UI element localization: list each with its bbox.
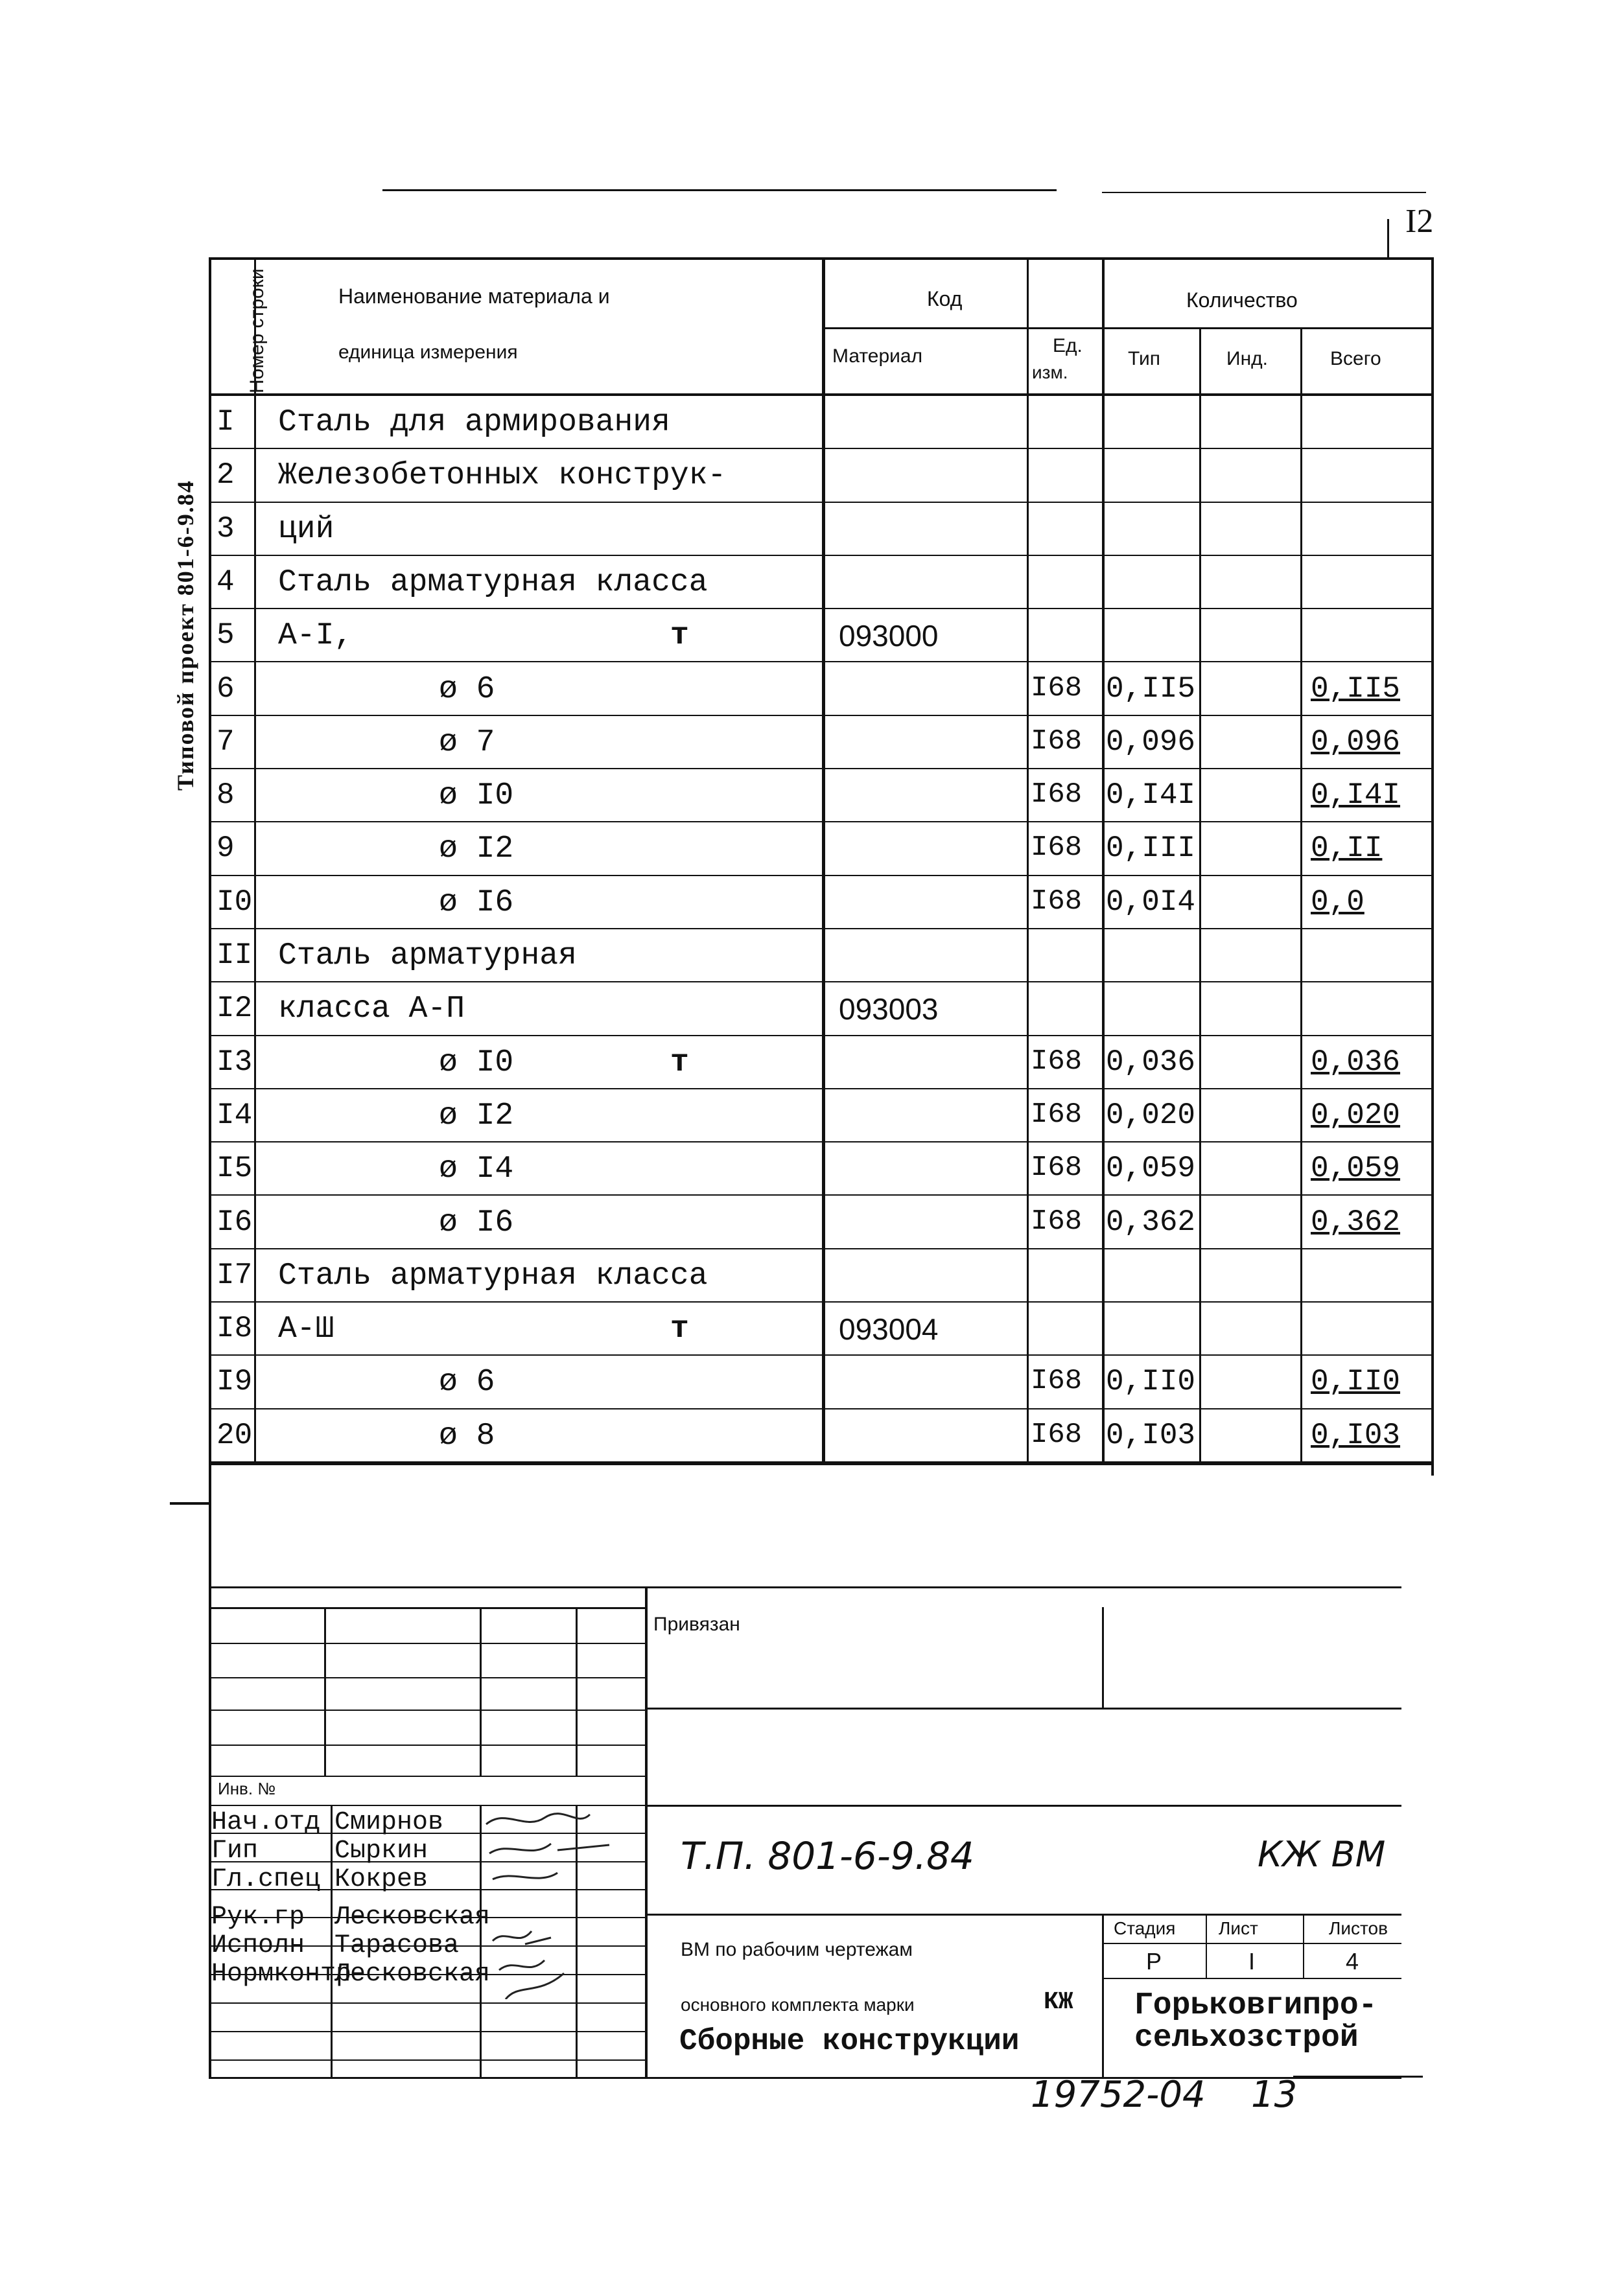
row-unit: I68 — [1031, 778, 1083, 811]
header-unit-line1: Ед. — [1053, 335, 1083, 356]
row-number: I7 — [217, 1258, 253, 1292]
header-quantity: Количество — [1186, 288, 1298, 312]
row-type: 0,036 — [1106, 1045, 1196, 1079]
staff-role: Нормконтр — [211, 1960, 352, 1989]
row-unit-t: т — [670, 618, 689, 654]
row-name: Железобетонных конструк- — [278, 458, 727, 494]
staff-role: Нач.отд — [211, 1808, 321, 1837]
row-number: I4 — [217, 1098, 253, 1132]
org-line1: Горьковгипро- — [1134, 1988, 1377, 2023]
table-row — [209, 769, 1434, 822]
row-number: I0 — [217, 885, 253, 919]
row-name: А-Ш — [278, 1312, 334, 1347]
row-total: 0,362 — [1311, 1205, 1401, 1239]
row-number: I9 — [217, 1365, 253, 1399]
title-line2: основного комплекта марки — [681, 1995, 915, 2015]
sheet-label: Лист — [1219, 1918, 1258, 1938]
row-total: 0,0 — [1311, 885, 1364, 919]
project-code: Т.П. 801-6-9.84 — [681, 1834, 974, 1878]
staff-role: Гип — [211, 1837, 259, 1866]
table-row — [209, 449, 1434, 502]
linked-label: Привязан — [653, 1614, 740, 1635]
row-number: 7 — [217, 725, 235, 759]
row-number: 6 — [217, 671, 235, 706]
row-name: Сталь арматурная класса — [278, 1258, 708, 1293]
stage-label: Стадия — [1114, 1918, 1176, 1938]
row-number: 8 — [217, 778, 235, 813]
row-material: 093000 — [839, 619, 939, 653]
row-name: ø I2 — [439, 1098, 514, 1133]
row-unit: I68 — [1031, 1205, 1083, 1238]
row-unit: I68 — [1031, 1098, 1083, 1131]
table-row — [209, 1196, 1434, 1249]
row-unit: I68 — [1031, 1418, 1083, 1451]
archive-number: 19752-04 — [1031, 2074, 1206, 2116]
row-unit: I68 — [1031, 725, 1083, 758]
row-name: ø 7 — [439, 725, 495, 760]
row-number: 4 — [217, 564, 235, 599]
spec-table — [209, 257, 1434, 1463]
table-row — [209, 822, 1434, 875]
sheet-value: I — [1248, 1948, 1256, 1975]
header-name-line2: единица измерения — [338, 342, 518, 363]
org-line2: сельхозстрой — [1134, 2021, 1359, 2056]
row-type: 0,II0 — [1106, 1365, 1196, 1399]
staff-name: Лесковская — [334, 1960, 491, 1989]
row-total: 0,059 — [1311, 1152, 1401, 1186]
table-row — [209, 1249, 1434, 1303]
staff-role: Исполн — [211, 1931, 305, 1960]
row-number: I3 — [217, 1045, 253, 1079]
row-unit: I68 — [1031, 885, 1083, 918]
row-type: 0,362 — [1106, 1205, 1196, 1239]
row-total: 0,I4I — [1311, 778, 1401, 813]
header-material: Материал — [832, 345, 923, 367]
row-unit-t: т — [670, 1045, 689, 1080]
table-row — [209, 503, 1434, 556]
table-row — [209, 663, 1434, 716]
row-material: 093004 — [839, 1312, 939, 1347]
row-name: ø I4 — [439, 1152, 514, 1187]
title-line1: ВМ по рабочим чертежам — [681, 1939, 913, 1960]
staff-role: Гл.спец — [211, 1865, 321, 1894]
row-number: I — [217, 405, 235, 439]
row-total: 0,I03 — [1311, 1418, 1401, 1452]
row-number: I6 — [217, 1205, 253, 1239]
staff-name: Лесковская — [334, 1903, 491, 1932]
row-unit: I68 — [1031, 671, 1083, 704]
archive-page: 13 — [1251, 2074, 1298, 2116]
row-total: 0,II — [1311, 831, 1383, 866]
row-name: ø I6 — [439, 1205, 514, 1240]
signatures-image — [480, 1805, 629, 1999]
row-unit-t: т — [670, 1312, 689, 1347]
row-total: 0,020 — [1311, 1098, 1401, 1132]
stage-value: Р — [1146, 1948, 1162, 1975]
table-row — [209, 556, 1434, 609]
table-row — [209, 1089, 1434, 1142]
title-mark: КЖ — [1044, 1988, 1073, 2016]
row-number: 3 — [217, 511, 235, 546]
table-row — [209, 396, 1434, 449]
title-line3: Сборные конструкции — [679, 2024, 1020, 2058]
table-row — [209, 1142, 1434, 1196]
row-name: ø 6 — [439, 1365, 495, 1400]
table-row — [209, 1303, 1434, 1356]
row-number: II — [217, 938, 253, 972]
row-type: 0,020 — [1106, 1098, 1196, 1132]
row-total: 0,II0 — [1311, 1365, 1401, 1399]
header-unit-line2: изм. — [1032, 362, 1068, 382]
header-total: Всего — [1330, 348, 1381, 369]
row-number: I8 — [217, 1312, 253, 1346]
table-row — [209, 1356, 1434, 1409]
side-stamp: Типовой проект 801-6-9.84 — [172, 480, 198, 791]
header-row-number: Номер строки — [246, 268, 268, 393]
row-type: 0,096 — [1106, 725, 1196, 759]
row-name: Сталь для армирования — [278, 405, 670, 440]
row-name: Сталь арматурная — [278, 938, 577, 973]
row-name: ø 8 — [439, 1418, 495, 1454]
staff-name: Тарасова — [334, 1931, 460, 1960]
table-row — [209, 716, 1434, 769]
row-name: ø 6 — [439, 671, 495, 707]
row-name: ø I0 — [439, 778, 514, 814]
sheets-value: 4 — [1346, 1948, 1359, 1975]
row-name: ø I2 — [439, 831, 514, 867]
row-unit: I68 — [1031, 1365, 1083, 1398]
row-name: ø I6 — [439, 885, 514, 920]
row-unit: I68 — [1031, 831, 1083, 864]
table-row — [209, 1409, 1434, 1463]
table-row — [209, 1036, 1434, 1089]
row-total: 0,II5 — [1311, 671, 1401, 706]
staff-name: Кокрев — [334, 1865, 428, 1894]
row-number: 5 — [217, 618, 235, 653]
row-type: 0,III — [1106, 831, 1196, 866]
row-total: 0,036 — [1311, 1045, 1401, 1079]
table-row — [209, 982, 1434, 1036]
row-type: 0,I4I — [1106, 778, 1196, 813]
row-number: 20 — [217, 1418, 253, 1452]
header-code: Код — [927, 287, 963, 310]
row-number: 9 — [217, 831, 235, 866]
row-name: А-I, — [278, 618, 353, 654]
row-type: 0,059 — [1106, 1152, 1196, 1186]
row-name: ø I0 — [439, 1045, 514, 1080]
row-number: I2 — [217, 991, 253, 1026]
header-individual: Инд. — [1226, 348, 1268, 369]
row-material: 093003 — [839, 992, 939, 1026]
row-name: Сталь арматурная класса — [278, 564, 708, 600]
inv-no-label: Инв. № — [218, 1779, 276, 1798]
staff-role: Рук.гр — [211, 1903, 305, 1932]
row-unit: I68 — [1031, 1152, 1083, 1185]
sheets-label: Листов — [1329, 1918, 1388, 1938]
row-number: I5 — [217, 1152, 253, 1186]
row-name: ций — [278, 511, 334, 547]
staff-name: Сыркин — [334, 1837, 428, 1866]
row-type: 0,0I4 — [1106, 885, 1196, 919]
row-total: 0,096 — [1311, 725, 1401, 759]
staff-name: Смирнов — [334, 1808, 444, 1837]
table-row — [209, 929, 1434, 982]
header-name-line1: Наименование материала и — [338, 284, 610, 308]
row-type: 0,I03 — [1106, 1418, 1196, 1452]
row-unit: I68 — [1031, 1045, 1083, 1078]
table-row — [209, 609, 1434, 662]
row-type: 0,II5 — [1106, 671, 1196, 706]
row-number: 2 — [217, 458, 235, 493]
page-number: I2 — [1405, 203, 1434, 240]
table-row — [209, 876, 1434, 929]
document-mark: КЖ ВМ — [1258, 1834, 1386, 1875]
row-name: класса А-П — [278, 991, 465, 1027]
header-type: Тип — [1128, 348, 1161, 369]
